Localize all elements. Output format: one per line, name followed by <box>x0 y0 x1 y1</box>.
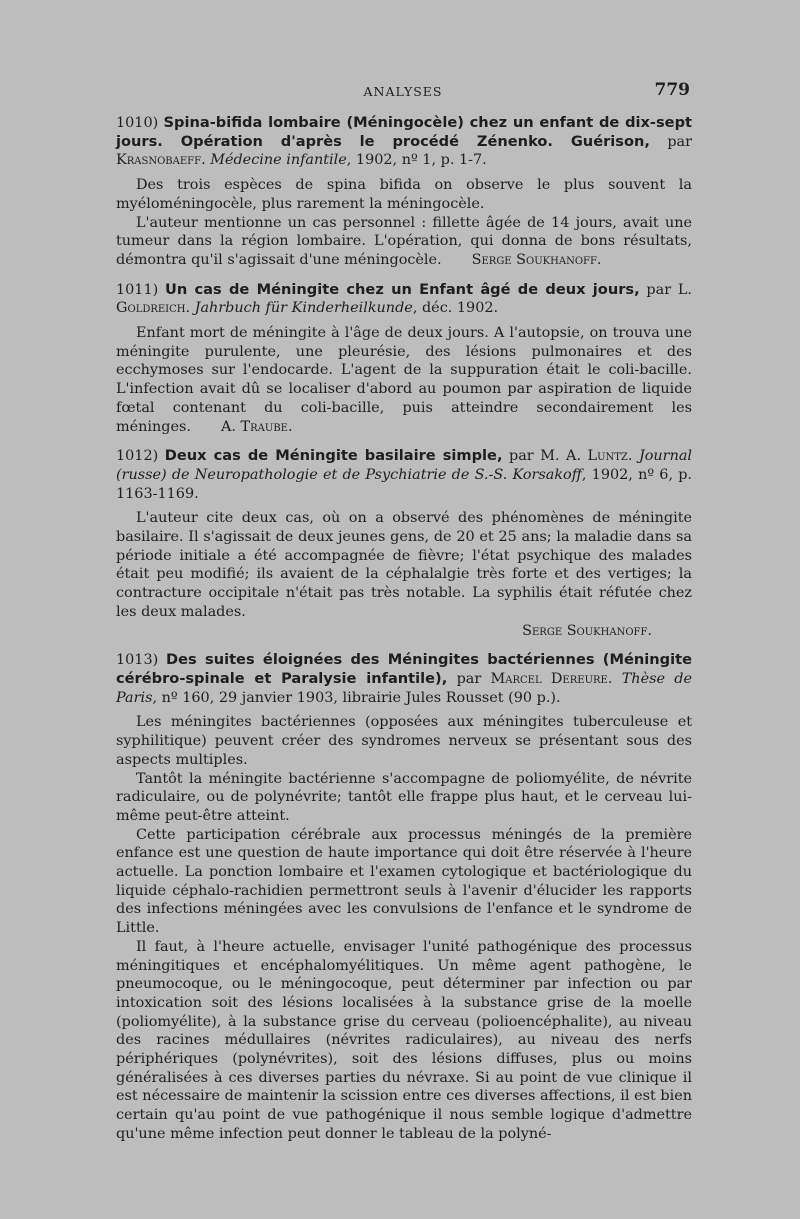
paragraph-text: Les méningites bactériennes (opposées aux méningites tuberculeuse et syphilitique) peuvent créer des syndromes nerveux se présentant sous des aspects multiples. <box>116 714 692 768</box>
paragraph-text: Des trois espèces de spina bifida on observe le plus souvent la myéloméningocèle, plus rarement la méningocèle. <box>116 177 692 212</box>
entry-number: 1012) <box>116 448 159 465</box>
journal-name: Thèse de Paris <box>116 670 693 706</box>
by-text: par <box>502 448 541 465</box>
entry-heading <box>116 114 692 170</box>
reviewer-signature: Serge Soukhanoff. <box>522 622 652 639</box>
citation-details: , 1902, nº 6, p. 1163-1169. <box>116 466 692 502</box>
reviewer-signature: Serge Soukhanoff. <box>471 251 602 268</box>
citation-sep: . <box>627 448 639 465</box>
citation-details: , nº 160, 29 janvier 1903, librairie Jules Rousset (90 p.). <box>152 689 561 706</box>
abstract-entry <box>116 281 692 437</box>
abstract-paragraph <box>116 770 692 826</box>
by-text: par <box>649 133 693 150</box>
entry-author: Marcel Dereure <box>490 670 608 687</box>
entry-heading <box>116 651 692 707</box>
entry-heading <box>116 447 692 503</box>
entry-title: Des suites éloignées des Méningites bactériennes (Méningite cérébro-spinale et Paralysie infantile), <box>116 651 692 687</box>
abstract-paragraph <box>116 214 692 270</box>
by-text: par <box>639 281 678 298</box>
entry-number: 1013) <box>116 652 159 669</box>
entry-title: Deux cas de Méningite basilaire simple, <box>164 447 503 465</box>
journal-name: Médecine infantile <box>210 152 347 169</box>
abstract-paragraph <box>116 324 692 436</box>
journal-name: Journal (russe) de Neuropathologie et de Psychiatrie de S.-S. Korsakoff <box>116 448 693 483</box>
paragraph-text: Cette participation cérébrale aux processus méningés de la première enfance est une question de haute importance qui doit être réservée à l'heure actuelle. La ponction lombaire et l'examen cytologique et bactériologique du liquide céphalo-rachidien permettront seuls à l'avenir d'élucider les rapports des infections méningées avec les convulsions de l'enfance et le syndrome de Little. <box>116 826 692 937</box>
paragraph-text: L'auteur cite deux cas, où on a observé des phénomènes de méningite basilaire. Il s'agissait de deux jeunes gens, de 20 et 25 ans; la maladie dans sa période initiale a été accompagnée de fièvre; l'état psychique des malades était peu modifié; ils avaient de la céphalalgie très forte et des vertiges; la contracture occipitale n'était pas très notable. La syphilis était réfutée chez les deux malades. <box>116 510 692 620</box>
abstract-entry <box>116 114 692 270</box>
entry-author: Krasnobaeff <box>116 152 202 169</box>
by-text: par <box>447 670 491 687</box>
article-body <box>116 114 692 1155</box>
citation-details: , 1902, nº 1, p. 1-7. <box>346 152 487 169</box>
entry-number: 1011) <box>116 281 159 298</box>
paragraph-text: Il faut, à l'heure actuelle, envisager l'unité pathogénique des processus méningitiques et encéphalomyélitiques. Un même agent pathogène, le pneumocoque, ou le méningocoque, peut déterminer par infection ou par intoxication soit des lésions localisées à la substance grise de la moelle (poliomyélite), à la substance grise du cerveau (polioencéphalite), au niveau des racines médullaires (névrites radiculaires), au niveau des nerfs périphériques (polynévrites), soit des lésions diffuses, plus ou moins généralisées à ces diverses parties du névraxe. Si au point de vue clinique il est nécessaire de maintenir la scission entre ces diverses affections, il est bien certain qu'au point de vue pathogénique il nous semble logique d'admettre qu'une même infection peut donner le tableau de la polyné- <box>116 938 692 1142</box>
citation-details: , déc. 1902. <box>412 300 499 317</box>
entry-author: M. A. Luntz <box>540 448 628 465</box>
entry-author: L. Goldreich <box>116 281 692 317</box>
page-number: 779 <box>654 80 690 100</box>
journal-name: Jahrbuch für Kinderheilkunde <box>194 300 413 317</box>
citation-sep: . <box>185 300 195 317</box>
abstract-paragraph <box>116 509 692 621</box>
abstract-paragraph <box>116 826 692 938</box>
paragraph-text: Enfant mort de méningite à l'âge de deux jours. A l'autopsie, on trouva une méningite purulente, une pleurésie, des lésions pulmonaires et des ecchymoses sur l'endocarde. L'agent de la suppuration était le coli-bacille. L'infection avait dû se localiser d'abord au poumon par aspiration de liquide fœtal contenant du coli-bacille, puis atteindre secondairement les méninges. <box>116 325 692 435</box>
abstract-paragraph <box>116 713 692 769</box>
spacer <box>158 282 165 298</box>
entry-heading <box>116 281 692 318</box>
entry-number: 1010) <box>116 115 159 131</box>
reviewer-signature: A. Traube. <box>221 418 293 435</box>
spacer <box>158 652 166 668</box>
page-header <box>116 80 690 102</box>
paragraph-text: Tantôt la méningite bactérienne s'accompagne de poliomyélite, de névrite radiculaire, ou de polynévrite; tantôt elle frappe plus haut, et le cerveau lui-même peut-être atteint. <box>116 770 692 824</box>
entry-title: Un cas de Méningite chez un Enfant âgé de deux jours, <box>165 280 640 298</box>
citation-sep: . <box>201 152 211 169</box>
running-head: ANALYSES <box>363 84 443 99</box>
abstract-paragraph <box>116 176 692 213</box>
paragraph-text: L'auteur mentionne un cas personnel : fillette âgée de 14 jours, avait une tumeur dans la région lombaire. L'opération, qui donna de bons résultats, démontra qu'il s'agissait d'une méningocèle. <box>116 214 692 268</box>
citation-sep: . <box>607 670 622 687</box>
abstract-entry <box>116 651 692 1143</box>
entry-title: Spina-bifida lombaire (Méningocèle) chez un enfant de dix-sept jours. Opération d'après le procédé Zénenko. Guérison, <box>116 114 692 150</box>
abstract-paragraph <box>116 938 692 1144</box>
abstract-entry <box>116 447 692 640</box>
